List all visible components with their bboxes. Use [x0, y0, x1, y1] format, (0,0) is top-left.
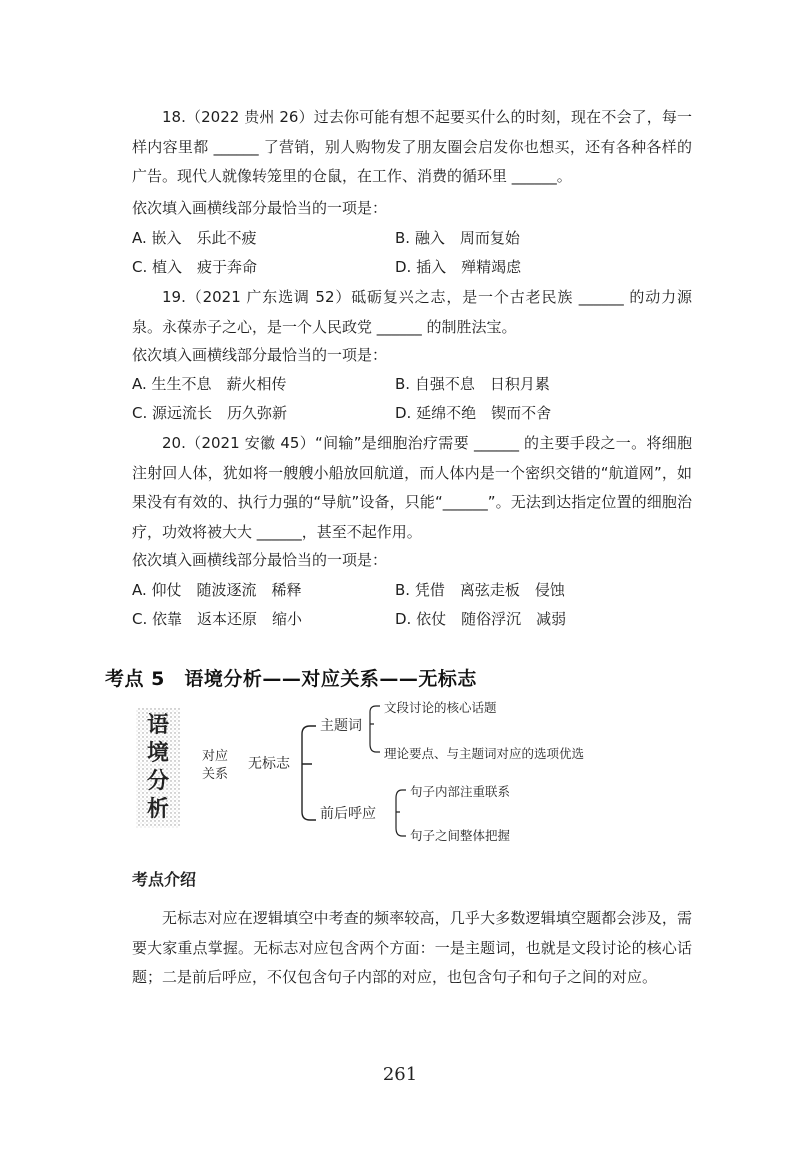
question-19-prompt: 依次填入画横线部分最恰当的一项是： [132, 346, 388, 364]
relation-label-1: 对应 [202, 749, 229, 764]
leaf-between-sentences: 句子之间整体把握 [410, 828, 511, 843]
page-number: 261 [382, 1064, 418, 1085]
q19-option-b: B. 自强不息 日积月累 [395, 375, 550, 393]
q20-option-b: B. 凭借 离弦走板 侵蚀 [395, 581, 565, 599]
leaf-theory-points: 理论要点、与主题词对应的选项优选 [384, 746, 585, 761]
q19-option-c: C. 源远流长 历久弥新 [132, 404, 288, 422]
section-intro: 无标志对应在逻辑填空中考查的频率较高，几乎大多数逻辑填空题都会涉及，需要大家重点掌握。无标志对应包含两个方面：一是主题词，也就是文段讨论的核心话题；二是前后呼应，不仅包含句子内部的对应，也包含句子和句子之间的对应。 [132, 909, 692, 986]
q18-option-c: C. 植入 疲于奔命 [132, 258, 258, 276]
q18-option-d: D. 插入 殚精竭虑 [395, 258, 522, 276]
q18-option-b: B. 融入 周而复始 [395, 229, 520, 247]
q18-option-a: A. 嵌入 乐此不疲 [132, 229, 257, 247]
branch-echo: 前后呼应 [320, 806, 376, 822]
q19-option-a: A. 生生不息 薪火相传 [132, 375, 287, 393]
root-char-4: 析 [146, 796, 170, 822]
relation-label-2: 关系 [202, 767, 229, 782]
question-20-prompt: 依次填入画横线部分最恰当的一项是： [132, 551, 388, 569]
q19-option-d: D. 延绵不绝 锲而不舍 [395, 404, 552, 422]
question-19-text: 19.（2021 广东选调 52）砥砺复兴之志，是一个古老民族 ______ 的动力源泉。永葆赤子之心，是一个人民政党 ______ 的制胜法宝。 [132, 288, 692, 336]
q20-option-a: A. 仰仗 随波逐流 稀释 [132, 581, 302, 599]
branch-topic-word: 主题词 [320, 718, 362, 734]
section-heading: 考点 5 语境分析——对应关系——无标志 [105, 668, 477, 690]
question-18-text: 18.（2022 贵州 26）过去你可能有想不起要买什么的时刻，现在不会了，每一样内容里都 ______ 了营销，别人购物发了朋友圈会启发你也想买，还有各种各样的广告。现代人就像转笼里的仓鼠，在工作、消费的循环里 ______。 [132, 108, 692, 185]
branch-2-brace [396, 790, 406, 836]
leaf-core-topic: 文段讨论的核心话题 [384, 700, 497, 715]
no-marker-node: 无标志 [248, 756, 290, 772]
q20-option-c: C. 依靠 返本还原 缩小 [132, 610, 303, 628]
root-char-3: 分 [146, 768, 170, 794]
root-char-2: 境 [146, 740, 170, 766]
branch-1-brace [370, 706, 380, 752]
leaf-within-sentence: 句子内部注重联系 [410, 784, 511, 799]
main-brace [302, 726, 316, 820]
root-char-1: 语 [146, 712, 170, 738]
section-subheading: 考点介绍 [132, 870, 197, 889]
question-18-prompt: 依次填入画横线部分最恰当的一项是： [132, 199, 388, 217]
context-analysis-diagram [130, 700, 670, 850]
q20-option-d: D. 依仗 随俗浮沉 减弱 [395, 610, 567, 628]
question-20-text: 20.（2021 安徽 45）“间输”是细胞治疗需要 ______ 的主要手段之一。将细胞注射回人体，犹如将一艘艘小船放回航道，而人体内是一个密织交错的“航道网”，如果没有有效的、执行力强的“导航”设备，只能“______”。无法到达指定位置的细胞治疗，功效将被大大 ______，甚至不起作用。 [132, 434, 692, 541]
